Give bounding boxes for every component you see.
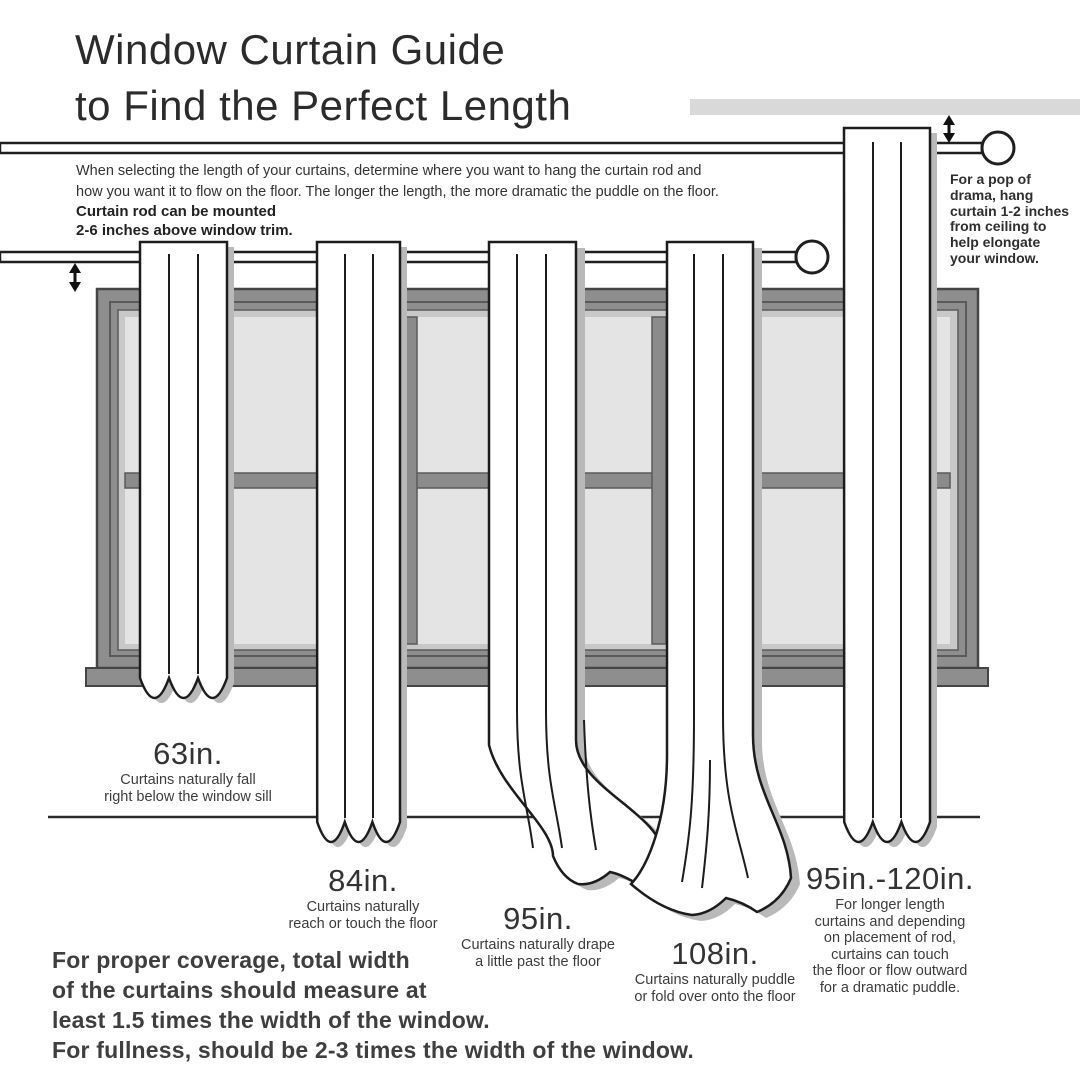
curtain-label-95-120in <box>770 862 1010 996</box>
coverage-note: For proper coverage, total width of the curtains should measure at least 1.5 times the width of the window. For fullness, should be 2-3 times the width of the window. <box>52 947 694 1063</box>
curtain-desc-95in: Curtains naturally drape a little past the floor <box>461 937 615 970</box>
curtain-size-63in: 63in. <box>153 736 223 771</box>
upper-rod-finial <box>982 132 1014 164</box>
curtain-desc-84in: Curtains naturally reach or touch the floor <box>288 899 438 932</box>
ceiling-bar <box>690 99 1080 115</box>
curtain-95-120in <box>844 128 937 847</box>
rod-mounting-note: Curtain rod can be mounted 2-6 inches above window trim. <box>76 203 293 239</box>
curtain-84in <box>317 242 407 847</box>
curtain-desc-108in: Curtains naturally puddle or fold over onto the floor <box>634 972 796 1005</box>
title-line-1: Window Curtain Guide <box>75 26 506 73</box>
ceiling-gap-arrow-icon <box>943 115 955 143</box>
rod-height-arrow-icon <box>69 263 81 292</box>
curtain-63in <box>140 242 234 703</box>
upper-curtain-rod <box>0 143 982 153</box>
page-title <box>75 22 571 134</box>
curtain-label-63in <box>104 737 272 805</box>
curtain-size-95-120in: 95in.-120in. <box>805 861 974 896</box>
window-mullion-vertical-right <box>652 317 666 644</box>
main-rod-finial <box>796 241 828 273</box>
curtain-desc-63in: Curtains naturally fall right below the window sill <box>104 772 272 805</box>
ceiling-hang-note: For a pop of drama, hang curtain 1-2 inches from ceiling to help elongate your window. <box>950 171 1070 266</box>
curtain-size-108in: 108in. <box>671 936 759 971</box>
intro-paragraph: When selecting the length of your curtains, determine where you want to hang the curtain rod and how you want it to flow on the floor. The longer the length, the more dramatic the puddle on the floor. <box>76 163 719 200</box>
curtain-size-95in: 95in. <box>503 901 573 936</box>
curtain-size-84in: 84in. <box>328 863 398 898</box>
curtain-label-84in <box>288 864 437 932</box>
curtain-desc-95-120in: For longer length curtains and depending on placement of rod, curtains can touch the floor or flow outward for a dramatic puddle. <box>812 897 968 996</box>
title-line-2: to Find the Perfect Length <box>75 82 572 129</box>
